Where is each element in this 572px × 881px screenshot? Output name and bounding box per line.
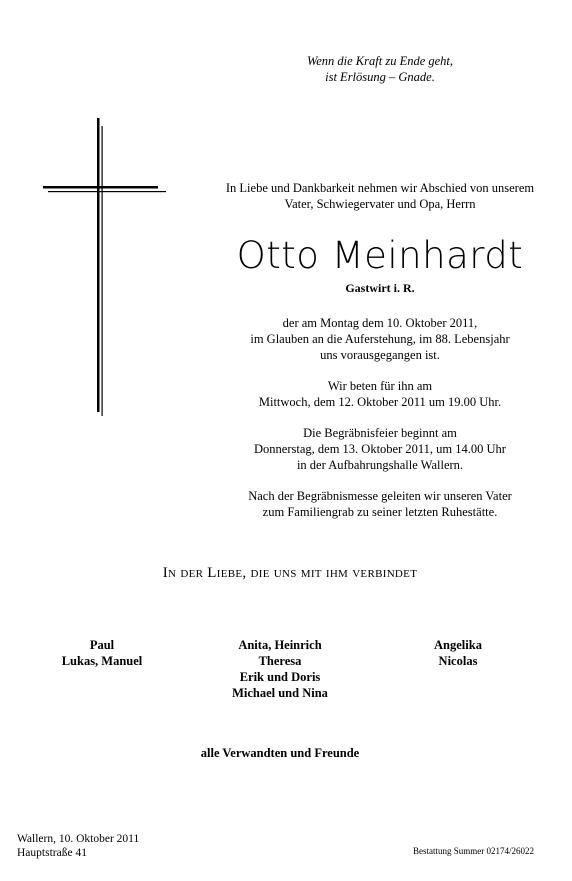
motto [230,53,530,85]
burial-notice [200,488,560,520]
latin-cross-icon [40,116,166,416]
family-member: Lukas, Manuel [61,654,143,668]
burial-line-1: Nach der Begräbnismesse geleiten wir unseren Vater [248,489,512,503]
motto-line-1: Wenn die Kraft zu Ende geht, [306,54,454,68]
family-column-3 [368,637,548,669]
burial-line-2: zum Familiengrab zu seiner letzten Ruhestätte. [262,505,498,519]
deceased-name: Otto Meinhardt [236,234,524,277]
prayer-line-2: Mittwoch, dem 12. Oktober 2011 um 19.00 Uhr. [258,395,502,409]
funeral-line-3: in der Aufbahrungshalle Wallern. [296,458,464,472]
family-member: Paul [89,638,115,652]
intro-line-1: In Liebe und Dankbarkeit nehmen wir Abschied von unserem [225,181,535,195]
deceased-occupation: Gastwirt i. R. [345,281,415,295]
death-notice-line-3: uns vorausgegangen ist. [320,348,440,362]
death-notice-line-1: der am Montag dem 10. Oktober 2011, [282,316,478,330]
family-member: Nicolas [438,654,478,668]
footer-place [17,832,139,860]
funeral-line-2: Donnerstag, dem 13. Oktober 2011, um 14.00 Uhr [254,442,506,456]
family-column-1 [12,637,192,669]
funeral-notice [200,425,560,473]
intro-text [200,180,560,212]
closing-heading: In der Liebe, die uns mit ihm verbindet [162,565,418,581]
prayer-notice [200,378,560,410]
family-member: Anita, Heinrich [238,638,322,652]
prayer-line-1: Wir beten für ihn am [327,379,433,393]
funeral-line-1: Die Begräbnisfeier beginnt am [303,426,457,440]
relatives-line: alle Verwandten und Freunde [200,746,360,760]
motto-line-2: ist Erlösung – Gnade. [325,70,435,84]
family-column-2 [190,637,370,701]
family-member: Michael und Nina [232,686,328,700]
family-member: Theresa [258,654,302,668]
footer-undertaker: Bestattung Summer 02174/26022 [413,846,534,856]
family-member: Angelika [434,638,482,652]
family-member: Erik und Doris [239,670,321,684]
death-notice-line-2: im Glauben an die Auferstehung, im 88. Lebensjahr [250,332,510,346]
footer-place-date: Wallern, 10. Oktober 2011 [17,833,140,845]
footer-address: Hauptstraße 41 [17,847,87,859]
intro-line-2: Vater, Schwiegervater und Opa, Herrn [284,197,476,211]
death-notice [200,315,560,363]
